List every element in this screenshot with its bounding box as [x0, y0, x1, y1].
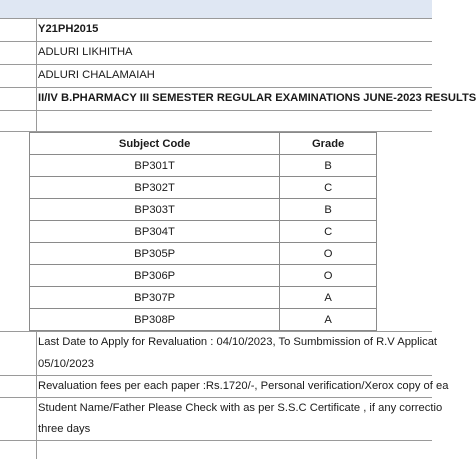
grade: B — [280, 155, 377, 177]
subject-code: BP306P — [30, 265, 280, 287]
subject-code: BP302T — [30, 177, 280, 199]
subject-code: BP307P — [30, 287, 280, 309]
grade: O — [280, 265, 377, 287]
left-divider — [36, 18, 37, 131]
table-row — [30, 177, 377, 199]
grade-header: Grade — [280, 133, 377, 155]
subject-code: BP305P — [30, 243, 280, 265]
subject-code: BP308P — [30, 309, 280, 331]
header-strip — [0, 0, 432, 18]
table-header-row — [30, 133, 377, 155]
grade: A — [280, 309, 377, 331]
father-name: ADLURI CHALAMAIAH — [38, 69, 155, 81]
table-row — [30, 287, 377, 309]
subject-code: BP301T — [30, 155, 280, 177]
grade: C — [280, 177, 377, 199]
grades-table — [29, 132, 377, 331]
revaluation-note-line2: 05/10/2023 — [38, 358, 94, 370]
subject-code: BP304T — [30, 221, 280, 243]
table-row — [30, 265, 377, 287]
grade: A — [280, 287, 377, 309]
roll-number: Y21PH2015 — [38, 23, 99, 35]
subject-code-header: Subject Code — [30, 133, 280, 155]
table-row — [30, 309, 377, 331]
table-row — [30, 243, 377, 265]
table-row — [30, 199, 377, 221]
grade: B — [280, 199, 377, 221]
grade: C — [280, 221, 377, 243]
table-row — [30, 221, 377, 243]
revaluation-note-line1: Last Date to Apply for Revaluation : 04/10/2023, To Sumbmission of R.V Applicat — [38, 336, 438, 348]
check-note-line2: three days — [38, 423, 91, 435]
exam-title: II/IV B.PHARMACY III SEMESTER REGULAR EXAMINATIONS JUNE-2023 RESULTS — [38, 92, 476, 104]
check-note-line1: Student Name/Father Please Check with as per S.S.C Certificate , if any correctio — [38, 402, 443, 414]
subject-code: BP303T — [30, 199, 280, 221]
fees-note: Revaluation fees per each paper :Rs.1720/-, Personal verification/Xerox copy of ea — [38, 380, 449, 392]
student-name: ADLURI LIKHITHA — [38, 46, 133, 58]
table-row — [30, 155, 377, 177]
grade: O — [280, 243, 377, 265]
